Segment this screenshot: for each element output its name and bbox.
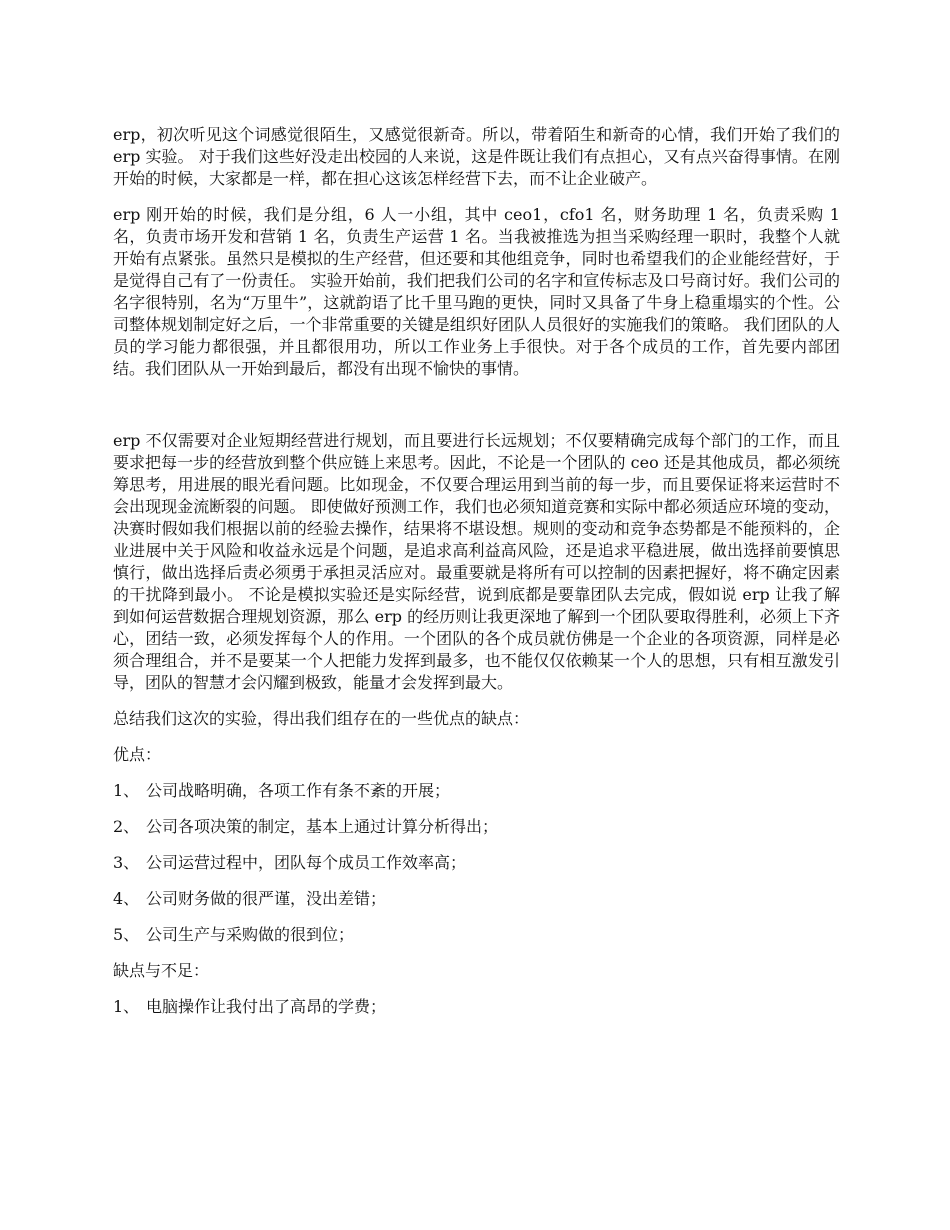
list-number: 1、: [113, 997, 140, 1016]
disadvantages-heading: 缺点与不足：: [113, 961, 210, 980]
list-number: 4、: [113, 889, 140, 908]
list-item: [113, 996, 840, 1018]
document-body: [113, 124, 840, 1032]
list-text: 公司战略明确，各项工作有条不紊的开展；: [146, 781, 451, 800]
list-text: 公司各项决策的制定，基本上通过计算分析得出；: [146, 817, 499, 836]
disadvantages-list: [113, 996, 840, 1018]
list-item: [113, 816, 840, 838]
summary-intro: 总结我们这次的实验，得出我们组存在的一些优点的缺点：: [113, 709, 530, 728]
list-text: 公司财务做的很严谨，没出差错；: [146, 889, 387, 908]
paragraph-planning-reflection: erp 不仅需要对企业短期经营进行规划，而且要进行长远规划；不仅要精确完成每个部门的工作，而且要求把每一步的经营放到整个供应链上来思考。因此，不论是一个团队的 ceo 还是其他成员，都必须统筹思考，用进展的眼光看问题。比如现金，不仅要合理运用到当前的每一步，而且要保证将来运营时不会出现现金流断裂的问题。 即使做好预测工作，我们也必须知道竞赛和实际中都必须适应环境的变动，决赛时假如我们根据以前的经验去操作，结果将不堪设想。规则的变动和竞争态势都是不能预料的，企业进展中关于风险和收益永远是个问题，是追求高利益高风险，还是追求平稳进展，做出选择前要慎思慎行，做出选择后责必须勇于承担灵活应对。最重要就是将所有可以控制的因素把握好，将不确定因素的干扰降到最小。 不论是模拟实验还是实际经营，说到底都是要靠团队去完成，假如说 erp 让我了解到如何运营数据合理规划资源，那么 erp 的经历则让我更深地了解到一个团队要取得胜利，必须上下齐心，团结一致，必须发挥每个人的作用。一个团队的各个成员就仿佛是一个企业的各项资源，同样是必须合理组合，并不是要某一个人把能力发挥到最多，也不能仅仅依赖某一个人的思想，只有相互激发引导，团队的智慧才会闪耀到极致，能量才会发挥到最大。: [113, 431, 840, 692]
list-text: 公司生产与采购做的很到位；: [146, 925, 355, 944]
list-number: 5、: [113, 925, 140, 944]
paragraph-intro: erp，初次听见这个词感觉很陌生，又感觉很新奇。所以，带着陌生和新奇的心情，我们开始了我们的 erp 实验。 对于我们这些好没走出校园的人来说，这是件既让我们有点担心，又有点兴奋得事情。在刚开始的时候，大家都是一样，都在担心这该怎样经营下去，而不让企业破产。: [113, 125, 840, 188]
list-item: [113, 924, 840, 946]
list-item: [113, 780, 840, 802]
list-number: 2、: [113, 817, 140, 836]
list-number: 1、: [113, 781, 140, 800]
list-item: [113, 852, 840, 874]
list-number: 3、: [113, 853, 140, 872]
advantages-list: [113, 780, 840, 946]
advantages-heading: 优点：: [113, 745, 162, 764]
list-text: 公司运营过程中，团队每个成员工作效率高；: [146, 853, 467, 872]
list-text: 电脑操作让我付出了高昂的学费；: [146, 997, 387, 1016]
list-item: [113, 888, 840, 910]
paragraph-spacer: [113, 394, 840, 430]
paragraph-team-setup: erp 刚开始的时候，我们是分组，6 人一小组，其中 ceo1，cfo1 名，财务助理 1 名，负责采购 1 名，负责市场开发和营销 1 名，负责生产运营 1 名。当我被推选为担当采购经理一职时，我整个人就开始有点紧张。虽然只是模拟的生产经营，但还要和其他组竞争，同时也希望我们的企业能经营好，于是觉得自己有了一份责任。 实验开始前，我们把我们公司的名字和宣传标志及口号商讨好。我们公司的名字很特别，名为“万里牛”，这就韵语了比千里马跑的更快，同时又具备了牛身上稳重塌实的个性。公司整体规划制定好之后，一个非常重要的关键是组织好团队人员很好的实施我们的策略。 我们团队的人员的学习能力都很强，并且都很用功，所以工作业务上手很快。对于各个成员的工作，首先要内部团结。我们团队从一开始到最后，都没有出现不愉快的事情。: [113, 205, 840, 378]
